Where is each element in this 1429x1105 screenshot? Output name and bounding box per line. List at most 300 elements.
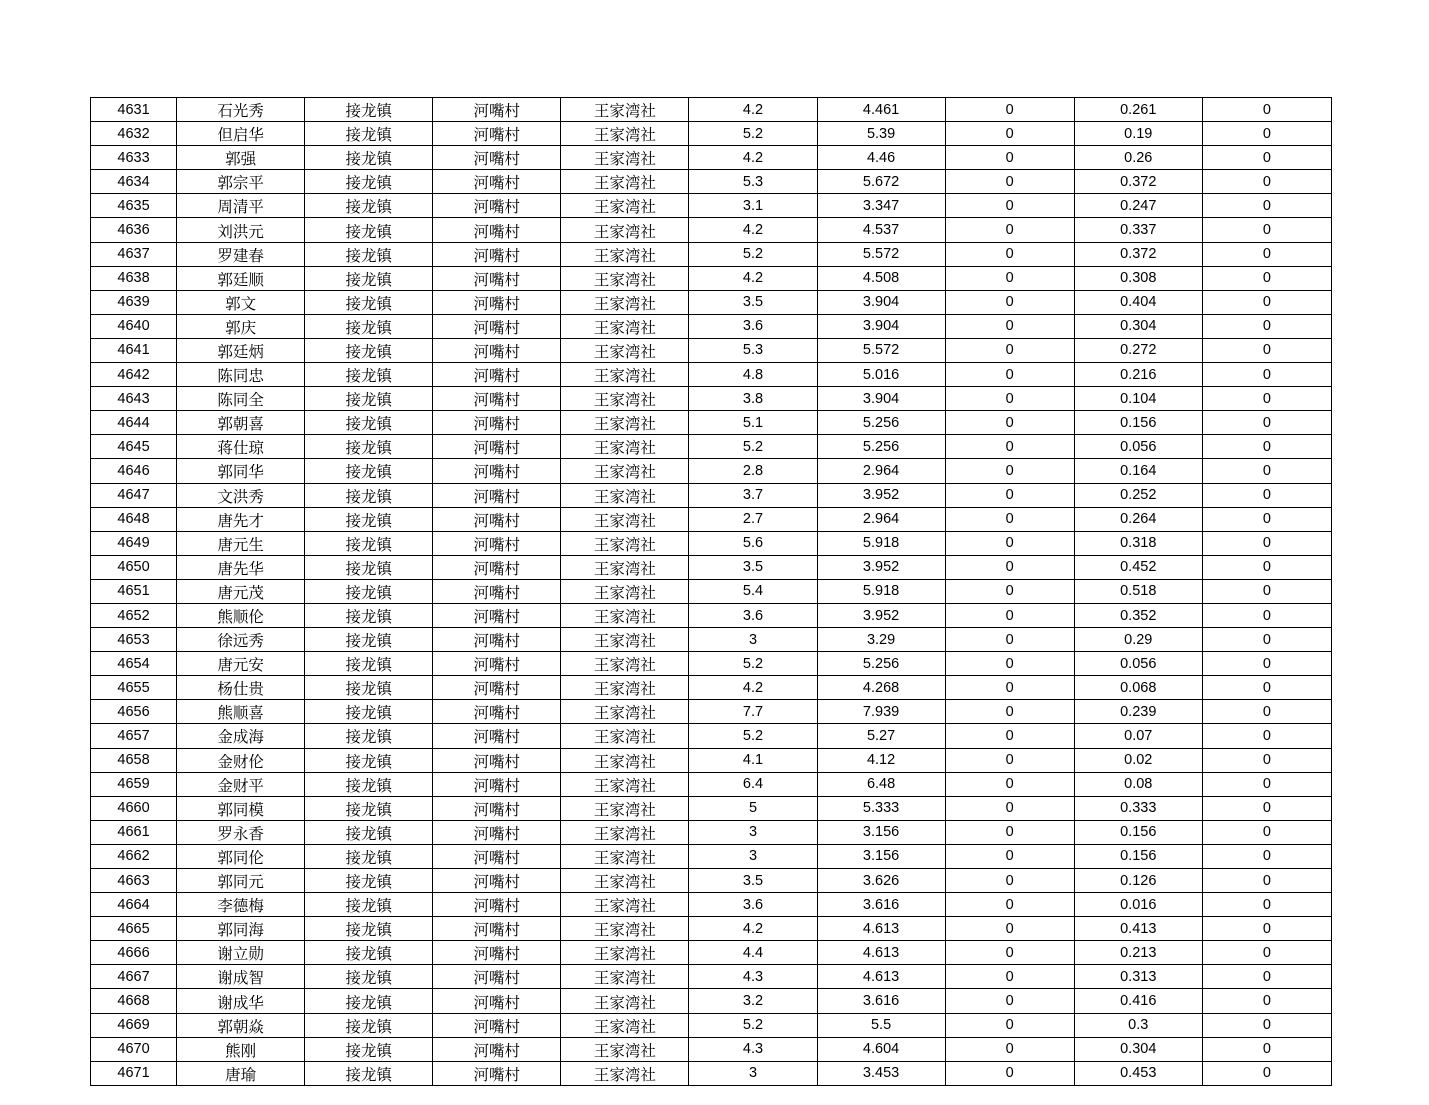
- value-c-cell: 0: [945, 893, 1074, 917]
- value-e-cell: 0: [1202, 1037, 1331, 1061]
- row-id-cell: 4640: [91, 314, 177, 338]
- value-b-cell: 5.256: [817, 411, 945, 435]
- town-cell: 接龙镇: [305, 387, 433, 411]
- town-cell: 接龙镇: [305, 98, 433, 122]
- table-row: [91, 435, 1332, 459]
- value-b-cell: 3.29: [817, 628, 945, 652]
- village-cell: 河嘴村: [433, 724, 561, 748]
- name-cell: 熊刚: [177, 1037, 305, 1061]
- data-table: [90, 97, 1332, 1086]
- value-d-cell: 0.518: [1074, 579, 1202, 603]
- value-b-cell: 4.613: [817, 917, 945, 941]
- value-b-cell: 5.572: [817, 242, 945, 266]
- value-a-cell: 4.2: [689, 98, 817, 122]
- value-d-cell: 0.413: [1074, 917, 1202, 941]
- value-e-cell: 0: [1202, 579, 1331, 603]
- value-b-cell: 5.39: [817, 122, 945, 146]
- group-cell: 王家湾社: [561, 917, 689, 941]
- value-e-cell: 0: [1202, 652, 1331, 676]
- row-id-cell: 4631: [91, 98, 177, 122]
- value-d-cell: 0.056: [1074, 435, 1202, 459]
- value-e-cell: 0: [1202, 314, 1331, 338]
- town-cell: 接龙镇: [305, 700, 433, 724]
- town-cell: 接龙镇: [305, 917, 433, 941]
- value-a-cell: 7.7: [689, 700, 817, 724]
- value-c-cell: 0: [945, 266, 1074, 290]
- value-a-cell: 3.2: [689, 989, 817, 1013]
- group-cell: 王家湾社: [561, 435, 689, 459]
- village-cell: 河嘴村: [433, 676, 561, 700]
- group-cell: 王家湾社: [561, 507, 689, 531]
- value-a-cell: 6.4: [689, 772, 817, 796]
- village-cell: 河嘴村: [433, 98, 561, 122]
- name-cell: 郭宗平: [177, 170, 305, 194]
- row-id-cell: 4632: [91, 122, 177, 146]
- town-cell: 接龙镇: [305, 893, 433, 917]
- table-row: [91, 579, 1332, 603]
- table-row: [91, 1013, 1332, 1037]
- value-e-cell: 0: [1202, 700, 1331, 724]
- village-cell: 河嘴村: [433, 628, 561, 652]
- value-e-cell: 0: [1202, 724, 1331, 748]
- value-d-cell: 0.352: [1074, 603, 1202, 627]
- value-c-cell: 0: [945, 146, 1074, 170]
- value-e-cell: 0: [1202, 628, 1331, 652]
- row-id-cell: 4638: [91, 266, 177, 290]
- name-cell: 郭廷顺: [177, 266, 305, 290]
- table-row: [91, 652, 1332, 676]
- row-id-cell: 4664: [91, 893, 177, 917]
- town-cell: 接龙镇: [305, 435, 433, 459]
- value-d-cell: 0.239: [1074, 700, 1202, 724]
- village-cell: 河嘴村: [433, 772, 561, 796]
- value-a-cell: 5.2: [689, 652, 817, 676]
- group-cell: 王家湾社: [561, 579, 689, 603]
- village-cell: 河嘴村: [433, 844, 561, 868]
- value-b-cell: 5.256: [817, 652, 945, 676]
- value-d-cell: 0.164: [1074, 459, 1202, 483]
- name-cell: 蒋仕琼: [177, 435, 305, 459]
- group-cell: 王家湾社: [561, 1037, 689, 1061]
- value-a-cell: 3.6: [689, 314, 817, 338]
- value-a-cell: 3.1: [689, 194, 817, 218]
- town-cell: 接龙镇: [305, 338, 433, 362]
- table-row: [91, 531, 1332, 555]
- value-e-cell: 0: [1202, 869, 1331, 893]
- table-row: [91, 603, 1332, 627]
- name-cell: 郭同伦: [177, 844, 305, 868]
- value-b-cell: 5.016: [817, 363, 945, 387]
- table-row: [91, 314, 1332, 338]
- value-e-cell: 0: [1202, 146, 1331, 170]
- value-a-cell: 3.8: [689, 387, 817, 411]
- name-cell: 郭廷炳: [177, 338, 305, 362]
- table-row: [91, 98, 1332, 122]
- value-e-cell: 0: [1202, 844, 1331, 868]
- name-cell: 周清平: [177, 194, 305, 218]
- village-cell: 河嘴村: [433, 338, 561, 362]
- value-b-cell: 3.347: [817, 194, 945, 218]
- village-cell: 河嘴村: [433, 1037, 561, 1061]
- value-b-cell: 3.904: [817, 290, 945, 314]
- name-cell: 金成海: [177, 724, 305, 748]
- name-cell: 熊顺喜: [177, 700, 305, 724]
- village-cell: 河嘴村: [433, 941, 561, 965]
- row-id-cell: 4661: [91, 820, 177, 844]
- value-d-cell: 0.337: [1074, 218, 1202, 242]
- value-a-cell: 3.5: [689, 869, 817, 893]
- name-cell: 罗永香: [177, 820, 305, 844]
- village-cell: 河嘴村: [433, 965, 561, 989]
- name-cell: 郭庆: [177, 314, 305, 338]
- value-d-cell: 0.016: [1074, 893, 1202, 917]
- value-e-cell: 0: [1202, 531, 1331, 555]
- value-b-cell: 5.27: [817, 724, 945, 748]
- town-cell: 接龙镇: [305, 724, 433, 748]
- value-b-cell: 4.613: [817, 941, 945, 965]
- value-e-cell: 0: [1202, 338, 1331, 362]
- village-cell: 河嘴村: [433, 146, 561, 170]
- value-a-cell: 4.8: [689, 363, 817, 387]
- group-cell: 王家湾社: [561, 98, 689, 122]
- value-e-cell: 0: [1202, 772, 1331, 796]
- name-cell: 石光秀: [177, 98, 305, 122]
- village-cell: 河嘴村: [433, 989, 561, 1013]
- village-cell: 河嘴村: [433, 603, 561, 627]
- group-cell: 王家湾社: [561, 844, 689, 868]
- value-d-cell: 0.07: [1074, 724, 1202, 748]
- village-cell: 河嘴村: [433, 218, 561, 242]
- table-row: [91, 941, 1332, 965]
- value-c-cell: 0: [945, 989, 1074, 1013]
- value-e-cell: 0: [1202, 98, 1331, 122]
- town-cell: 接龙镇: [305, 628, 433, 652]
- group-cell: 王家湾社: [561, 724, 689, 748]
- group-cell: 王家湾社: [561, 603, 689, 627]
- table-row: [91, 917, 1332, 941]
- value-a-cell: 5.2: [689, 435, 817, 459]
- value-b-cell: 3.626: [817, 869, 945, 893]
- value-c-cell: 0: [945, 628, 1074, 652]
- row-id-cell: 4655: [91, 676, 177, 700]
- value-c-cell: 0: [945, 869, 1074, 893]
- value-b-cell: 3.952: [817, 555, 945, 579]
- row-id-cell: 4649: [91, 531, 177, 555]
- value-b-cell: 5.572: [817, 338, 945, 362]
- name-cell: 熊顺伦: [177, 603, 305, 627]
- name-cell: 罗建春: [177, 242, 305, 266]
- value-c-cell: 0: [945, 820, 1074, 844]
- town-cell: 接龙镇: [305, 411, 433, 435]
- name-cell: 唐元生: [177, 531, 305, 555]
- town-cell: 接龙镇: [305, 603, 433, 627]
- value-a-cell: 4.4: [689, 941, 817, 965]
- name-cell: 金财伦: [177, 748, 305, 772]
- value-a-cell: 3.6: [689, 893, 817, 917]
- row-id-cell: 4651: [91, 579, 177, 603]
- value-c-cell: 0: [945, 363, 1074, 387]
- table-row: [91, 411, 1332, 435]
- value-e-cell: 0: [1202, 555, 1331, 579]
- table-row: [91, 700, 1332, 724]
- value-d-cell: 0.156: [1074, 411, 1202, 435]
- value-d-cell: 0.308: [1074, 266, 1202, 290]
- name-cell: 郭强: [177, 146, 305, 170]
- value-b-cell: 3.156: [817, 820, 945, 844]
- value-a-cell: 5.4: [689, 579, 817, 603]
- value-c-cell: 0: [945, 772, 1074, 796]
- town-cell: 接龙镇: [305, 989, 433, 1013]
- value-e-cell: 0: [1202, 122, 1331, 146]
- value-a-cell: 5.2: [689, 724, 817, 748]
- table-row: [91, 218, 1332, 242]
- name-cell: 徐远秀: [177, 628, 305, 652]
- row-id-cell: 4663: [91, 869, 177, 893]
- row-id-cell: 4669: [91, 1013, 177, 1037]
- group-cell: 王家湾社: [561, 218, 689, 242]
- value-e-cell: 0: [1202, 387, 1331, 411]
- value-c-cell: 0: [945, 242, 1074, 266]
- value-b-cell: 4.12: [817, 748, 945, 772]
- row-id-cell: 4633: [91, 146, 177, 170]
- town-cell: 接龙镇: [305, 555, 433, 579]
- row-id-cell: 4667: [91, 965, 177, 989]
- group-cell: 王家湾社: [561, 700, 689, 724]
- village-cell: 河嘴村: [433, 917, 561, 941]
- value-d-cell: 0.156: [1074, 820, 1202, 844]
- value-d-cell: 0.453: [1074, 1061, 1202, 1085]
- name-cell: 郭朝喜: [177, 411, 305, 435]
- name-cell: 陈同忠: [177, 363, 305, 387]
- value-e-cell: 0: [1202, 893, 1331, 917]
- table-row: [91, 146, 1332, 170]
- value-e-cell: 0: [1202, 676, 1331, 700]
- value-e-cell: 0: [1202, 965, 1331, 989]
- table-row: [91, 1037, 1332, 1061]
- row-id-cell: 4654: [91, 652, 177, 676]
- value-d-cell: 0.404: [1074, 290, 1202, 314]
- town-cell: 接龙镇: [305, 676, 433, 700]
- row-id-cell: 4662: [91, 844, 177, 868]
- group-cell: 王家湾社: [561, 122, 689, 146]
- value-a-cell: 4.2: [689, 218, 817, 242]
- group-cell: 王家湾社: [561, 652, 689, 676]
- value-a-cell: 4.1: [689, 748, 817, 772]
- name-cell: 唐先才: [177, 507, 305, 531]
- value-c-cell: 0: [945, 507, 1074, 531]
- village-cell: 河嘴村: [433, 796, 561, 820]
- row-id-cell: 4665: [91, 917, 177, 941]
- value-e-cell: 0: [1202, 748, 1331, 772]
- value-e-cell: 0: [1202, 796, 1331, 820]
- village-cell: 河嘴村: [433, 700, 561, 724]
- group-cell: 王家湾社: [561, 266, 689, 290]
- name-cell: 谢成智: [177, 965, 305, 989]
- row-id-cell: 4644: [91, 411, 177, 435]
- value-b-cell: 3.616: [817, 989, 945, 1013]
- value-a-cell: 5.2: [689, 242, 817, 266]
- table-row: [91, 483, 1332, 507]
- town-cell: 接龙镇: [305, 242, 433, 266]
- value-c-cell: 0: [945, 579, 1074, 603]
- table-row: [91, 989, 1332, 1013]
- village-cell: 河嘴村: [433, 170, 561, 194]
- table-row: [91, 555, 1332, 579]
- value-d-cell: 0.126: [1074, 869, 1202, 893]
- row-id-cell: 4646: [91, 459, 177, 483]
- group-cell: 王家湾社: [561, 363, 689, 387]
- row-id-cell: 4659: [91, 772, 177, 796]
- village-cell: 河嘴村: [433, 531, 561, 555]
- value-b-cell: 4.537: [817, 218, 945, 242]
- value-c-cell: 0: [945, 652, 1074, 676]
- name-cell: 郭同模: [177, 796, 305, 820]
- group-cell: 王家湾社: [561, 531, 689, 555]
- town-cell: 接龙镇: [305, 796, 433, 820]
- group-cell: 王家湾社: [561, 387, 689, 411]
- group-cell: 王家湾社: [561, 941, 689, 965]
- value-c-cell: 0: [945, 555, 1074, 579]
- value-e-cell: 0: [1202, 363, 1331, 387]
- group-cell: 王家湾社: [561, 555, 689, 579]
- town-cell: 接龙镇: [305, 844, 433, 868]
- value-d-cell: 0.272: [1074, 338, 1202, 362]
- name-cell: 郭同华: [177, 459, 305, 483]
- town-cell: 接龙镇: [305, 459, 433, 483]
- table-row: [91, 820, 1332, 844]
- value-a-cell: 4.3: [689, 1037, 817, 1061]
- row-id-cell: 4652: [91, 603, 177, 627]
- value-c-cell: 0: [945, 700, 1074, 724]
- name-cell: 谢立勋: [177, 941, 305, 965]
- value-c-cell: 0: [945, 338, 1074, 362]
- value-e-cell: 0: [1202, 459, 1331, 483]
- group-cell: 王家湾社: [561, 989, 689, 1013]
- row-id-cell: 4634: [91, 170, 177, 194]
- town-cell: 接龙镇: [305, 483, 433, 507]
- table-row: [91, 507, 1332, 531]
- value-d-cell: 0.452: [1074, 555, 1202, 579]
- town-cell: 接龙镇: [305, 579, 433, 603]
- value-d-cell: 0.372: [1074, 170, 1202, 194]
- village-cell: 河嘴村: [433, 290, 561, 314]
- value-a-cell: 4.2: [689, 266, 817, 290]
- table-row: [91, 628, 1332, 652]
- village-cell: 河嘴村: [433, 1061, 561, 1085]
- value-b-cell: 6.48: [817, 772, 945, 796]
- value-a-cell: 4.2: [689, 146, 817, 170]
- table-row: [91, 1061, 1332, 1085]
- row-id-cell: 4666: [91, 941, 177, 965]
- town-cell: 接龙镇: [305, 820, 433, 844]
- value-a-cell: 4.3: [689, 965, 817, 989]
- name-cell: 唐元茂: [177, 579, 305, 603]
- value-a-cell: 3: [689, 820, 817, 844]
- village-cell: 河嘴村: [433, 579, 561, 603]
- value-e-cell: 0: [1202, 194, 1331, 218]
- table-row: [91, 724, 1332, 748]
- town-cell: 接龙镇: [305, 1037, 433, 1061]
- table-row: [91, 338, 1332, 362]
- village-cell: 河嘴村: [433, 1013, 561, 1037]
- value-a-cell: 5.6: [689, 531, 817, 555]
- value-e-cell: 0: [1202, 820, 1331, 844]
- value-d-cell: 0.29: [1074, 628, 1202, 652]
- village-cell: 河嘴村: [433, 314, 561, 338]
- table-row: [91, 242, 1332, 266]
- group-cell: 王家湾社: [561, 459, 689, 483]
- table-row: [91, 290, 1332, 314]
- row-id-cell: 4637: [91, 242, 177, 266]
- group-cell: 王家湾社: [561, 1061, 689, 1085]
- name-cell: 唐瑜: [177, 1061, 305, 1085]
- table-row: [91, 170, 1332, 194]
- value-d-cell: 0.264: [1074, 507, 1202, 531]
- value-e-cell: 0: [1202, 242, 1331, 266]
- value-e-cell: 0: [1202, 266, 1331, 290]
- row-id-cell: 4671: [91, 1061, 177, 1085]
- group-cell: 王家湾社: [561, 338, 689, 362]
- value-e-cell: 0: [1202, 290, 1331, 314]
- group-cell: 王家湾社: [561, 483, 689, 507]
- town-cell: 接龙镇: [305, 122, 433, 146]
- town-cell: 接龙镇: [305, 1061, 433, 1085]
- name-cell: 李德梅: [177, 893, 305, 917]
- table-row: [91, 387, 1332, 411]
- name-cell: 刘洪元: [177, 218, 305, 242]
- value-e-cell: 0: [1202, 1061, 1331, 1085]
- name-cell: 郭同元: [177, 869, 305, 893]
- value-d-cell: 0.247: [1074, 194, 1202, 218]
- group-cell: 王家湾社: [561, 676, 689, 700]
- value-c-cell: 0: [945, 290, 1074, 314]
- table-row: [91, 194, 1332, 218]
- value-a-cell: 2.7: [689, 507, 817, 531]
- value-e-cell: 0: [1202, 603, 1331, 627]
- group-cell: 王家湾社: [561, 796, 689, 820]
- row-id-cell: 4656: [91, 700, 177, 724]
- town-cell: 接龙镇: [305, 314, 433, 338]
- value-d-cell: 0.068: [1074, 676, 1202, 700]
- group-cell: 王家湾社: [561, 290, 689, 314]
- town-cell: 接龙镇: [305, 1013, 433, 1037]
- village-cell: 河嘴村: [433, 122, 561, 146]
- value-b-cell: 2.964: [817, 507, 945, 531]
- value-a-cell: 4.2: [689, 676, 817, 700]
- group-cell: 王家湾社: [561, 146, 689, 170]
- value-d-cell: 0.3: [1074, 1013, 1202, 1037]
- value-b-cell: 5.672: [817, 170, 945, 194]
- value-d-cell: 0.304: [1074, 314, 1202, 338]
- group-cell: 王家湾社: [561, 411, 689, 435]
- value-d-cell: 0.056: [1074, 652, 1202, 676]
- value-d-cell: 0.08: [1074, 772, 1202, 796]
- value-c-cell: 0: [945, 676, 1074, 700]
- value-c-cell: 0: [945, 748, 1074, 772]
- group-cell: 王家湾社: [561, 628, 689, 652]
- value-b-cell: 4.613: [817, 965, 945, 989]
- value-e-cell: 0: [1202, 170, 1331, 194]
- table-row: [91, 748, 1332, 772]
- town-cell: 接龙镇: [305, 290, 433, 314]
- row-id-cell: 4670: [91, 1037, 177, 1061]
- group-cell: 王家湾社: [561, 1013, 689, 1037]
- value-b-cell: 3.952: [817, 603, 945, 627]
- row-id-cell: 4641: [91, 338, 177, 362]
- value-a-cell: 5.3: [689, 338, 817, 362]
- town-cell: 接龙镇: [305, 266, 433, 290]
- village-cell: 河嘴村: [433, 869, 561, 893]
